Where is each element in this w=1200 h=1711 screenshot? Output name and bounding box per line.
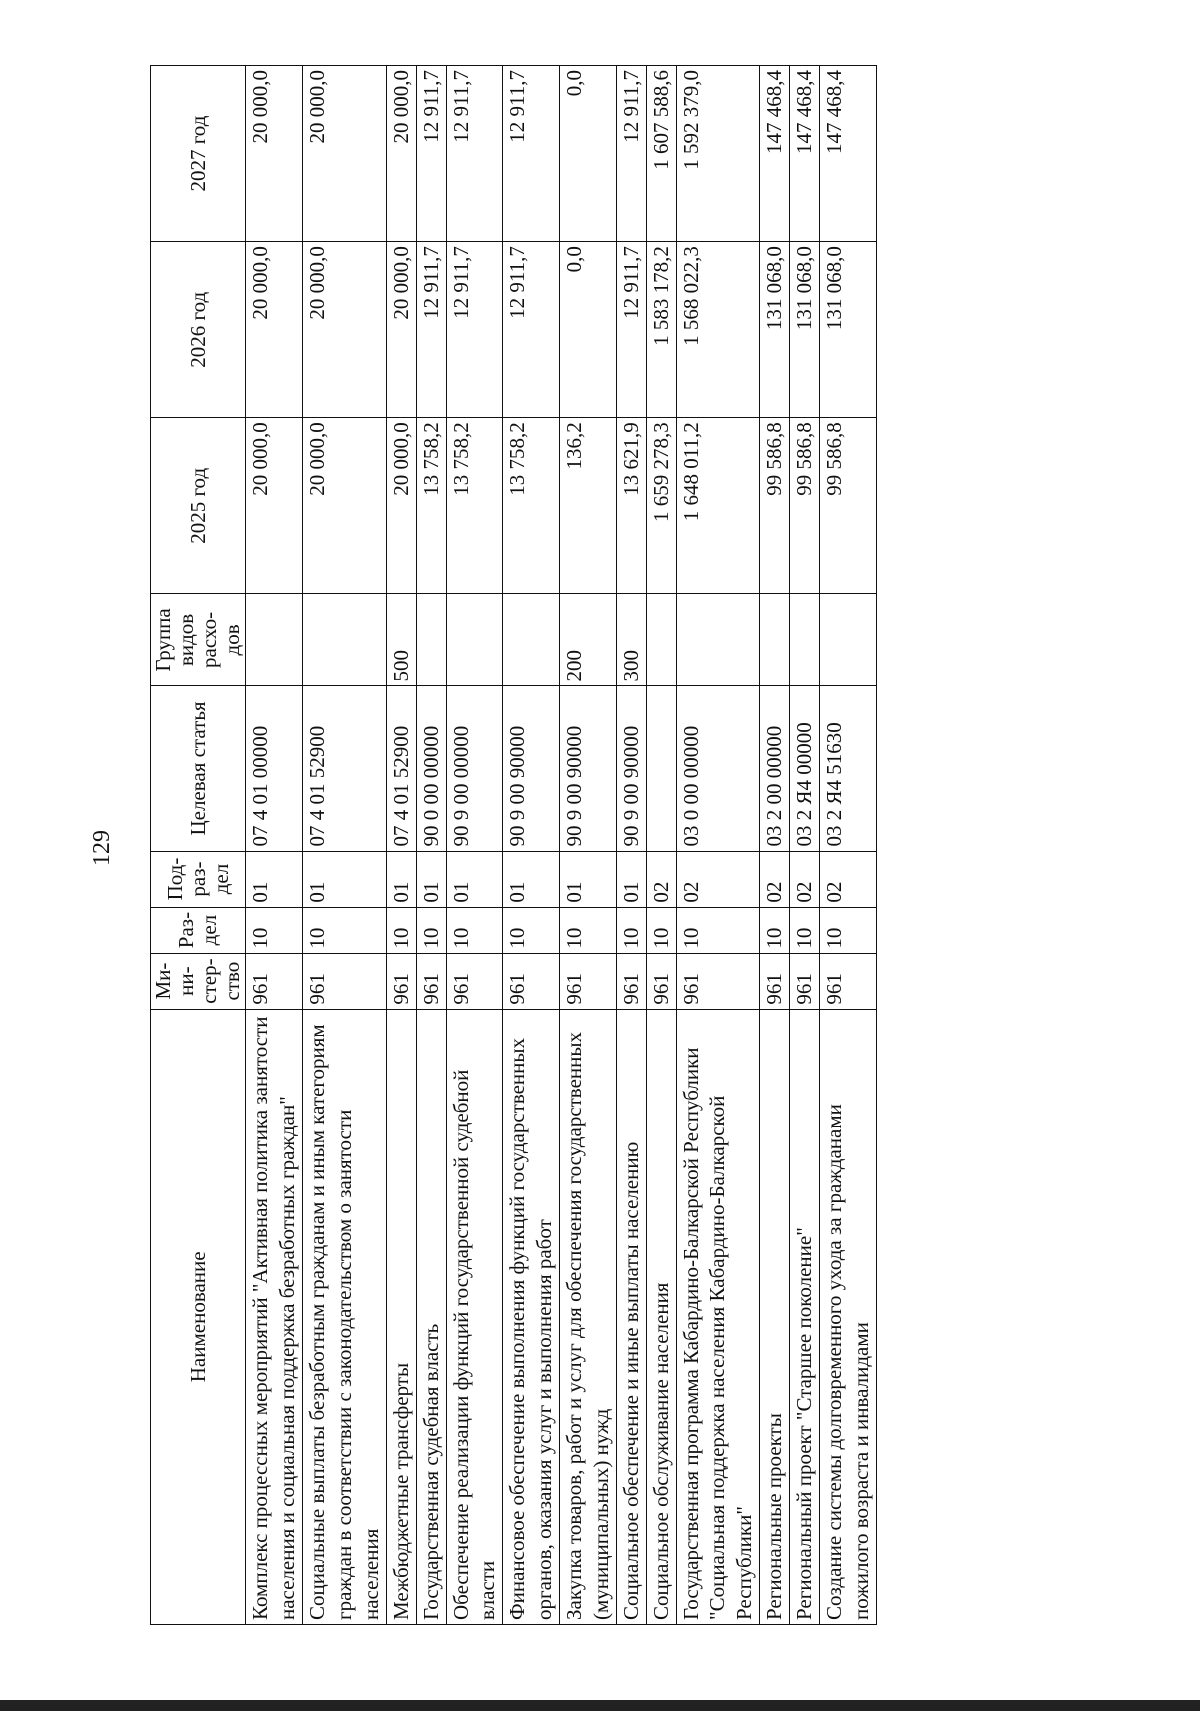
header-2026: 2026 год [151,242,246,418]
cell-2027: 147 468,4 [760,66,790,242]
cell-expense-group [446,594,503,686]
cell-target-article: 03 0 00 00000 [676,686,760,851]
cell-2027: 12 911,7 [416,66,446,242]
cell-target-article: 90 9 00 90000 [560,686,617,851]
cell-2026: 1 568 022,3 [676,242,760,418]
cell-expense-group [676,594,760,686]
cell-2027: 0,0 [560,66,617,242]
table-row [386,66,416,1625]
cell-2026: 12 911,7 [446,242,503,418]
table-row [416,66,446,1625]
cell-2027: 147 468,4 [790,66,820,242]
cell-2026: 131 068,0 [760,242,790,418]
table-header-row [151,66,246,1625]
cell-ministry: 961 [819,953,876,1009]
table-row [616,66,646,1625]
header-expense-group: Группа видов расхо-дов [151,594,246,686]
cell-section: 10 [790,907,820,953]
cell-expense-group: 300 [616,594,646,686]
cell-section: 10 [616,907,646,953]
cell-2025: 13 758,2 [503,418,560,594]
cell-name: Межбюджетные трансферты [386,1009,416,1624]
cell-2027: 20 000,0 [386,66,416,242]
cell-section: 10 [503,907,560,953]
cell-2026: 20 000,0 [303,242,387,418]
cell-2025: 99 586,8 [790,418,820,594]
cell-name: Социальные выплаты безработным гражданам и иным категориям граждан в соответствии с законодательством о занятости населения [303,1009,387,1624]
cell-name: Государственная программа Кабардино-Балкарской Республики "Социальная поддержка населения Кабардино-Балкарской Республики" [676,1009,760,1624]
cell-expense-group [790,594,820,686]
cell-ministry: 961 [246,953,303,1009]
cell-2025: 13 758,2 [416,418,446,594]
table-row [303,66,387,1625]
cell-expense-group [503,594,560,686]
table-row [646,66,676,1625]
cell-section: 10 [416,907,446,953]
cell-target-article: 90 9 00 00000 [446,686,503,851]
cell-ministry: 961 [616,953,646,1009]
cell-target-article: 03 2 00 00000 [760,686,790,851]
cell-section: 10 [676,907,760,953]
cell-subsection: 02 [819,851,876,907]
table-row [560,66,617,1625]
table-row [246,66,303,1625]
cell-2027: 20 000,0 [303,66,387,242]
cell-name: Государственная судебная власть [416,1009,446,1624]
cell-name: Социальное обслуживание населения [646,1009,676,1624]
table-row [819,66,876,1625]
header-ministry: Ми-ни-стер-ство [151,953,246,1009]
cell-target-article: 90 9 00 90000 [616,686,646,851]
cell-subsection: 01 [503,851,560,907]
cell-target-article: 03 2 Я4 00000 [790,686,820,851]
cell-2025: 1 648 011,2 [676,418,760,594]
cell-2026: 12 911,7 [416,242,446,418]
cell-subsection: 01 [446,851,503,907]
header-2027: 2027 год [151,66,246,242]
cell-2026: 131 068,0 [819,242,876,418]
cell-ministry: 961 [646,953,676,1009]
cell-ministry: 961 [503,953,560,1009]
cell-2026: 1 583 178,2 [646,242,676,418]
cell-section: 10 [560,907,617,953]
cell-section: 10 [246,907,303,953]
cell-2026: 12 911,7 [616,242,646,418]
cell-target-article: 07 4 01 52900 [303,686,387,851]
cell-target-article: 90 9 00 90000 [503,686,560,851]
cell-section: 10 [303,907,387,953]
cell-name: Закупка товаров, работ и услуг для обеспечения государственных (муниципальных) нужд [560,1009,617,1624]
cell-2027: 12 911,7 [616,66,646,242]
cell-target-article [646,686,676,851]
cell-expense-group [760,594,790,686]
cell-section: 10 [760,907,790,953]
cell-2026: 20 000,0 [246,242,303,418]
table-row [676,66,760,1625]
cell-subsection: 01 [560,851,617,907]
cell-section: 10 [386,907,416,953]
cell-expense-group [246,594,303,686]
cell-2025: 136,2 [560,418,617,594]
cell-2026: 20 000,0 [386,242,416,418]
cell-expense-group: 200 [560,594,617,686]
cell-2025: 20 000,0 [303,418,387,594]
cell-ministry: 961 [760,953,790,1009]
table-row [446,66,503,1625]
cell-2025: 99 586,8 [819,418,876,594]
cell-name: Комплекс процессных мероприятий "Активная политика занятости населения и социальная поддержка безработных граждан" [246,1009,303,1624]
cell-ministry: 961 [790,953,820,1009]
cell-subsection: 01 [246,851,303,907]
cell-ministry: 961 [560,953,617,1009]
rotated-table-container [150,65,1030,1625]
cell-subsection: 01 [616,851,646,907]
cell-name: Социальное обеспечение и иные выплаты населению [616,1009,646,1624]
cell-expense-group [819,594,876,686]
cell-2026: 12 911,7 [503,242,560,418]
cell-subsection: 01 [303,851,387,907]
cell-2025: 20 000,0 [386,418,416,594]
header-section: Раз-дел [151,907,246,953]
cell-2025: 13 758,2 [446,418,503,594]
cell-2027: 12 911,7 [503,66,560,242]
table-row [760,66,790,1625]
cell-name: Финансовое обеспечение выполнения функций государственных органов, оказания услуг и выполнения работ [503,1009,560,1624]
cell-ministry: 961 [303,953,387,1009]
cell-name: Региональный проект "Старшее поколение" [790,1009,820,1624]
cell-target-article: 07 4 01 00000 [246,686,303,851]
cell-2027: 12 911,7 [446,66,503,242]
header-target-article: Целевая статья [151,686,246,851]
cell-name: Региональные проекты [760,1009,790,1624]
cell-expense-group: 500 [386,594,416,686]
cell-ministry: 961 [416,953,446,1009]
cell-subsection: 02 [646,851,676,907]
page-number: 129 [89,830,115,866]
cell-2027: 147 468,4 [819,66,876,242]
cell-section: 10 [819,907,876,953]
cell-name: Создание системы долговременного ухода за гражданами пожилого возраста и инвалидами [819,1009,876,1624]
cell-2027: 1 607 588,6 [646,66,676,242]
cell-subsection: 02 [790,851,820,907]
cell-2027: 20 000,0 [246,66,303,242]
cell-subsection: 02 [760,851,790,907]
cell-target-article: 07 4 01 52900 [386,686,416,851]
header-name: Наименование [151,1009,246,1624]
cell-target-article: 03 2 Я4 51630 [819,686,876,851]
cell-ministry: 961 [676,953,760,1009]
cell-2026: 131 068,0 [790,242,820,418]
budget-table [150,65,877,1625]
table-row [790,66,820,1625]
cell-2025: 99 586,8 [760,418,790,594]
cell-ministry: 961 [386,953,416,1009]
cell-expense-group [646,594,676,686]
cell-target-article: 90 0 00 00000 [416,686,446,851]
cell-expense-group [416,594,446,686]
cell-section: 10 [446,907,503,953]
header-2025: 2025 год [151,418,246,594]
cell-2027: 1 592 379,0 [676,66,760,242]
scan-edge-shadow [0,1700,1200,1711]
cell-2025: 1 659 278,3 [646,418,676,594]
cell-subsection: 02 [676,851,760,907]
cell-ministry: 961 [446,953,503,1009]
header-subsection: Под-раз-дел [151,851,246,907]
cell-2025: 20 000,0 [246,418,303,594]
cell-subsection: 01 [386,851,416,907]
cell-2026: 0,0 [560,242,617,418]
cell-section: 10 [646,907,676,953]
cell-expense-group [303,594,387,686]
cell-2025: 13 621,9 [616,418,646,594]
cell-name: Обеспечение реализации функций государственной судебной власти [446,1009,503,1624]
cell-subsection: 01 [416,851,446,907]
table-row [503,66,560,1625]
